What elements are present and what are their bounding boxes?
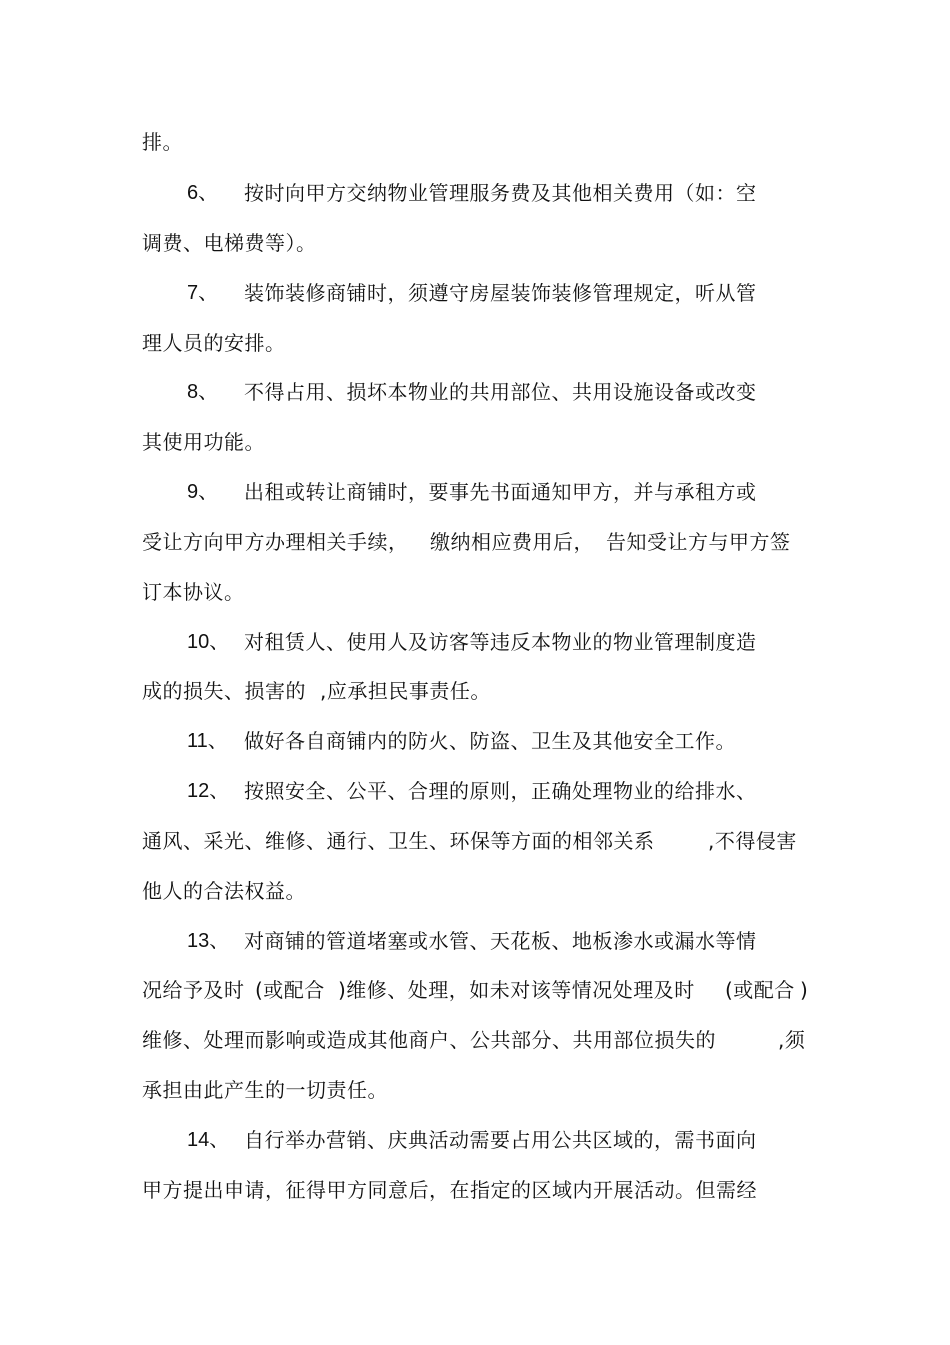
text-line: 况给予及时	[142, 978, 245, 1002]
text-line: 对租赁人、使用人及访客等违反本物业的物业管理制度造	[244, 630, 757, 654]
item-number: 9、	[187, 481, 219, 503]
text-line: 承担由此产生的一切责任。	[142, 1078, 388, 1102]
text-line: (或配合	[725, 978, 795, 1002]
item-number: 7、	[187, 282, 219, 304]
text-line: 通风、采光、维修、通行、卫生、环保等方面的相邻关系	[142, 829, 655, 853]
text-line: ,应承担民事责任。	[320, 679, 491, 703]
text-line: )	[800, 978, 809, 1002]
item-number: 14、	[187, 1129, 230, 1151]
text-line: (或配合	[255, 978, 325, 1002]
item-number: 8、	[187, 381, 219, 403]
text-line: 调费、电梯费等）。	[142, 231, 317, 255]
text-line: 排。	[142, 130, 183, 154]
text-line: 出租或转让商铺时，要事先书面通知甲方，并与承租方或	[244, 480, 757, 504]
text-line: 其使用功能。	[142, 430, 265, 454]
text-line: 理人员的安排。	[142, 331, 286, 355]
text-line: )维修、处理，如未对该等情况处理及时	[338, 978, 695, 1002]
text-line: 受让方向甲方办理相关手续，	[142, 530, 409, 554]
text-line: 订本协议。	[142, 580, 245, 604]
text-line: 对商铺的管道堵塞或水管、天花板、地板渗水或漏水等情	[244, 929, 757, 953]
text-line: 做好各自商铺内的防火、防盗、卫生及其他安全工作。	[244, 729, 736, 753]
item-number: 6、	[187, 182, 219, 204]
text-line: 装饰装修商铺时，须遵守房屋装饰装修管理规定，听从管	[244, 281, 757, 305]
item-number: 11、	[187, 730, 228, 752]
item-number: 13、	[187, 930, 230, 952]
item-number: 10、	[187, 631, 230, 653]
text-line: 成的损失、损害的	[142, 679, 306, 703]
text-line: 维修、处理而影响或造成其他商户、公共部分、共用部位损失的	[142, 1028, 716, 1052]
text-line: ,须	[778, 1028, 806, 1052]
text-line: 告知受让方与甲方签	[606, 530, 791, 554]
text-line: 甲方提出申请，征得甲方同意后，在指定的区域内开展活动。但需经	[142, 1178, 757, 1202]
text-line: 不得占用、损坏本物业的共用部位、共用设施设备或改变	[244, 380, 757, 404]
text-line: 自行举办营销、庆典活动需要占用公共区域的，需书面向	[244, 1128, 757, 1152]
item-number: 12、	[187, 780, 230, 802]
text-line: 按照安全、公平、合理的原则，正确处理物业的给排水、	[244, 779, 757, 803]
text-line: 缴纳相应费用后，	[430, 530, 594, 554]
text-line: 按时向甲方交纳物业管理服务费及其他相关费用（如：空	[244, 181, 757, 205]
text-line: 他人的合法权益。	[142, 879, 306, 903]
text-line: ,不得侵害	[708, 829, 797, 853]
